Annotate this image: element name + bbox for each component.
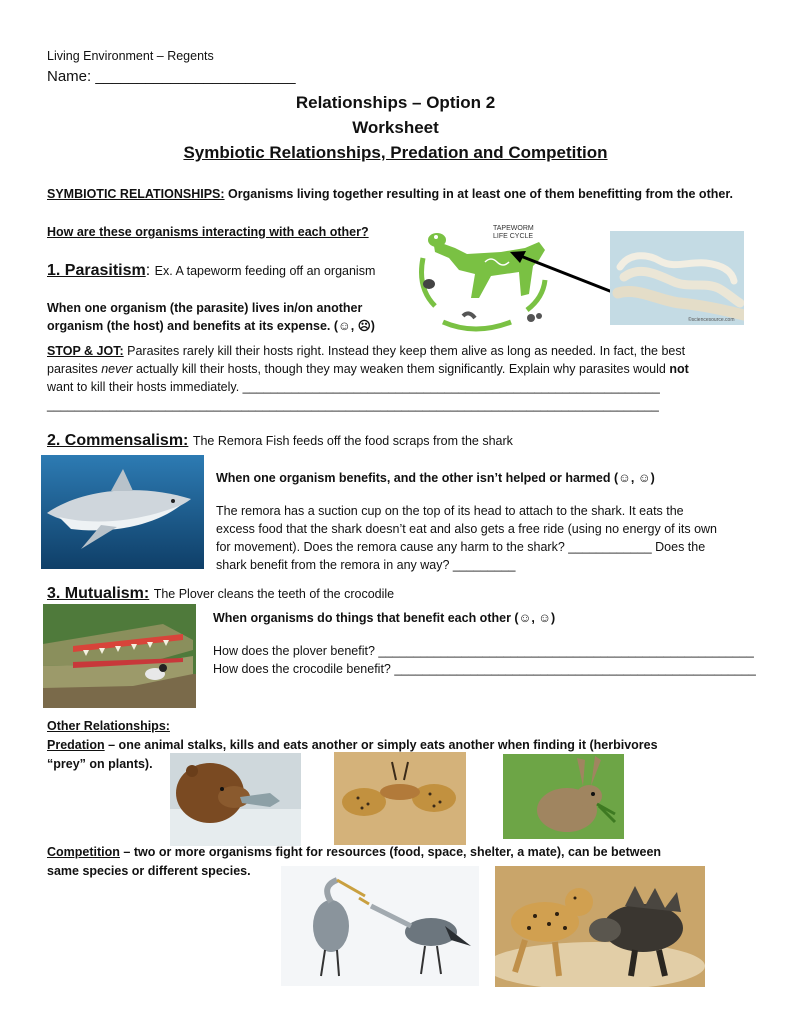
- diagram-title-2: LIFE CYCLE: [493, 233, 534, 240]
- mutualism-heading: 3. Mutualism:: [47, 585, 150, 602]
- parasitism-row: [47, 262, 375, 280]
- stop-jot-never: never: [101, 362, 133, 376]
- parasitism-heading: 1. Parasitism: [47, 262, 146, 279]
- stop-jot-line-1: [47, 343, 685, 359]
- stop-jot-not: not: [669, 362, 689, 376]
- course-label: Living Environment – Regents: [47, 49, 214, 63]
- predation-line-2: “prey” on plants).: [47, 757, 153, 771]
- tapeworm-photo: [610, 231, 744, 325]
- competition-line-2: same species or different species.: [47, 864, 251, 878]
- bear-fish-photo: [170, 753, 301, 846]
- competition-line-1: [47, 844, 661, 860]
- cheetah-hyena-photo: [495, 866, 705, 987]
- competition-label: Competition: [47, 845, 120, 859]
- stop-jot-line-4[interactable]: ________________________________________________________________________________________: [47, 398, 659, 412]
- stop-jot-text-2a: parasites: [47, 362, 102, 376]
- herons-fighting-photo: [281, 866, 479, 986]
- mutualism-row: [47, 585, 394, 603]
- crocodile-benefit-question[interactable]: How does the crocodile benefit? ____________________________________________________: [213, 662, 756, 676]
- competition-text-1: – two or more organisms fight for resources (food, space, shelter, a mate), can be between: [119, 845, 662, 859]
- commensalism-example: The Remora Fish feeds off the food scraps from the shark: [192, 434, 513, 448]
- commensalism-paragraph-4[interactable]: shark benefit from the remora in any way? _________: [216, 558, 516, 572]
- crocodile-plover-photo: [43, 604, 196, 708]
- stop-jot-line-3[interactable]: want to kill their hosts immediately. ____________________________________________________________: [47, 380, 660, 394]
- stop-jot-line-2: [47, 361, 689, 377]
- commensalism-definition: When one organism benefits, and the other isn’t helped or harmed (☺, ☺): [216, 471, 655, 485]
- name-field-label: Name: ________________________: [47, 68, 296, 85]
- other-relationships-heading: Other Relationships:: [47, 719, 170, 733]
- interaction-question: How are these organisms interacting with each other?: [47, 225, 369, 239]
- symbiotic-text: Organisms living together resulting in at least one of them benefitting from the other.: [228, 187, 733, 201]
- diagram-title-1: TAPEWORM: [493, 225, 534, 232]
- title-line-2: Worksheet: [352, 118, 439, 137]
- predation-text-1: – one animal stalks, kills and eats another or simply eats another when finding it (herbivores: [104, 738, 658, 752]
- stop-jot-text-1: Parasites rarely kill their hosts right. Instead they keep them alive as long as needed. In fact, the best: [127, 344, 686, 358]
- parasitism-definition-2: organism (the host) and benefits at its expense. (☺, ☹): [47, 319, 375, 333]
- symbiotic-label: SYMBIOTIC RELATIONSHIPS:: [47, 187, 225, 201]
- parasitism-example: Ex. A tapeworm feeding off an organism: [154, 264, 376, 278]
- commensalism-paragraph-1: The remora has a suction cup on the top of its head to attach to the shark. It eats the: [216, 504, 684, 518]
- commensalism-paragraph-3[interactable]: for movement). Does the remora cause any harm to the shark? ____________ Does the: [216, 540, 706, 554]
- mutualism-example: The Plover cleans the teeth of the crocodile: [153, 587, 395, 601]
- predation-line-1: [47, 737, 658, 753]
- predation-label: Predation: [47, 738, 105, 752]
- shark-photo: [41, 455, 204, 569]
- title-line-1: Relationships – Option 2: [295, 93, 496, 112]
- commensalism-paragraph-2: excess food that the shark doesn’t eat and also gets a free ride (using no energy of its own: [216, 522, 717, 536]
- parasitism-definition-1: When one organism (the parasite) lives in/on another: [47, 301, 363, 315]
- mutualism-definition: When organisms do things that benefit each other (☺, ☺): [213, 611, 556, 625]
- symbiotic-definition: [47, 186, 733, 202]
- commensalism-heading: 2. Commensalism:: [47, 432, 189, 449]
- commensalism-row: [47, 432, 513, 450]
- parasitism-colon: :: [145, 262, 151, 279]
- plover-benefit-question[interactable]: How does the plover benefit? ______________________________________________________: [213, 644, 754, 658]
- title-line-3: Symbiotic Relationships, Predation and Competition: [183, 143, 608, 162]
- stop-jot-label: STOP & JOT:: [47, 344, 124, 358]
- rabbit-eating-photo: [503, 754, 624, 839]
- photo-credit: ©sciencesource.com: [688, 317, 735, 323]
- stop-jot-text-2b: actually kill their hosts, though they may weaken them significantly. Explain why parasites would: [132, 362, 670, 376]
- cheetahs-gazelle-photo: [334, 752, 466, 845]
